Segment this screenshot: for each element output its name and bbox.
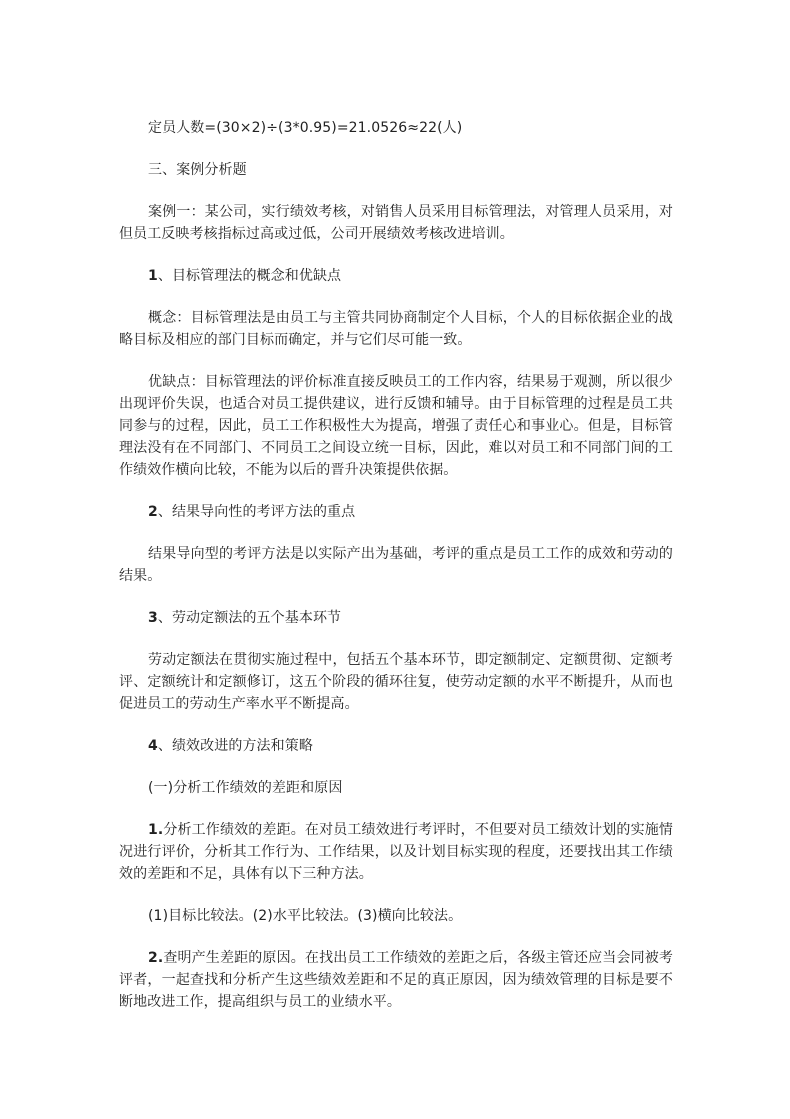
paragraph-text: 案例一：某公司，实行绩效考核，对销售人员采用目标管理法，对管理人员采用，对但员工反映考核指标过高或过低，公司开展绩效考核改进培训。 xyxy=(119,204,673,242)
paragraph-text: 三、案例分析题 xyxy=(148,162,247,178)
paragraph-text: 概念：目标管理法是由员工与主管共同协商制定个人目标，个人的目标依据企业的战略目标及相应的部门目标而确定，并与它们尽可能一致。 xyxy=(119,310,673,348)
paragraph-text: 优缺点：目标管理法的评价标准直接反映员工的工作内容，结果易于观测，所以很少出现评价失误，也适合对员工提供建议，进行反馈和辅导。由于目标管理的过程是员工共同参与的过程，因此，员工工作积极性大为提高，增强了责任心和事业心。但是，目标管理法没有在不同部门、不同员工之间设立统一目标，因此，难以对员工和不同部门间的工作绩效作横向比较，不能为以后的晋升决策提供依据。 xyxy=(119,374,673,478)
paragraph-labor-quota xyxy=(119,649,673,715)
paragraph-text: 、绩效改进的方法和策略 xyxy=(157,738,313,754)
document-body xyxy=(119,117,673,1033)
paragraph-prefix: 2. xyxy=(148,950,164,966)
paragraph-text: 结果导向型的考评方法是以实际产出为基础，考评的重点是员工工作的成效和劳动的结果。 xyxy=(119,546,673,584)
paragraph-text: 分析工作绩效的差距。在对员工绩效进行考评时，不但要对员工绩效计划的实施情况进行评价，分析其工作行为、工作结果，以及计划目标实现的程度，还要找出其工作绩效的差距和不足，具体有以下三种方法。 xyxy=(119,822,673,882)
question-heading-4 xyxy=(119,735,673,757)
paragraph-find-causes xyxy=(119,947,673,1013)
paragraph-text: 、结果导向性的考评方法的重点 xyxy=(157,504,356,520)
subheading-gap-analysis xyxy=(119,777,673,799)
section-heading-case-analysis xyxy=(119,159,673,181)
paragraph-comparison-methods xyxy=(119,905,673,927)
question-heading-3 xyxy=(119,607,673,629)
paragraph-text: 查明产生差距的原因。在找出员工工作绩效的差距之后，各级主管还应当会同被考评者，一起查找和分析产生这些绩效差距和不足的真正原因，因为绩效管理的目标是要不断地改进工作，提高组织与员工的业绩水平。 xyxy=(119,950,673,1010)
paragraph-text: 劳动定额法在贯彻实施过程中，包括五个基本环节，即定额制定、定额贯彻、定额考评、定额统计和定额修订，这五个阶段的循环往复，使劳动定额的水平不断提升，从而也促进员工的劳动生产率水平不断提高。 xyxy=(119,652,673,712)
question-heading-2 xyxy=(119,501,673,523)
paragraph-staffing-formula xyxy=(119,117,673,139)
paragraph-text: 、劳动定额法的五个基本环节 xyxy=(157,610,342,626)
paragraph-text: (一)分析工作绩效的差距和原因 xyxy=(148,780,343,796)
paragraph-case-one xyxy=(119,201,673,245)
paragraph-prefix: 1. xyxy=(148,822,164,838)
paragraph-prefix: 4 xyxy=(148,738,158,754)
paragraph-prefix: 3 xyxy=(148,610,158,626)
paragraph-prefix: 1 xyxy=(148,268,158,284)
paragraph-pros-cons xyxy=(119,371,673,481)
paragraph-concept xyxy=(119,307,673,351)
paragraph-text: (1)目标比较法。(2)水平比较法。(3)横向比较法。 xyxy=(148,908,463,924)
paragraph-text: 定员人数=(30×2)÷(3*0.95)=21.0526≈22(人) xyxy=(148,120,463,136)
paragraph-prefix: 2 xyxy=(148,504,158,520)
paragraph-analyze-gap xyxy=(119,819,673,885)
paragraph-result-oriented xyxy=(119,543,673,587)
question-heading-1 xyxy=(119,265,673,287)
paragraph-text: 、目标管理法的概念和优缺点 xyxy=(157,268,342,284)
